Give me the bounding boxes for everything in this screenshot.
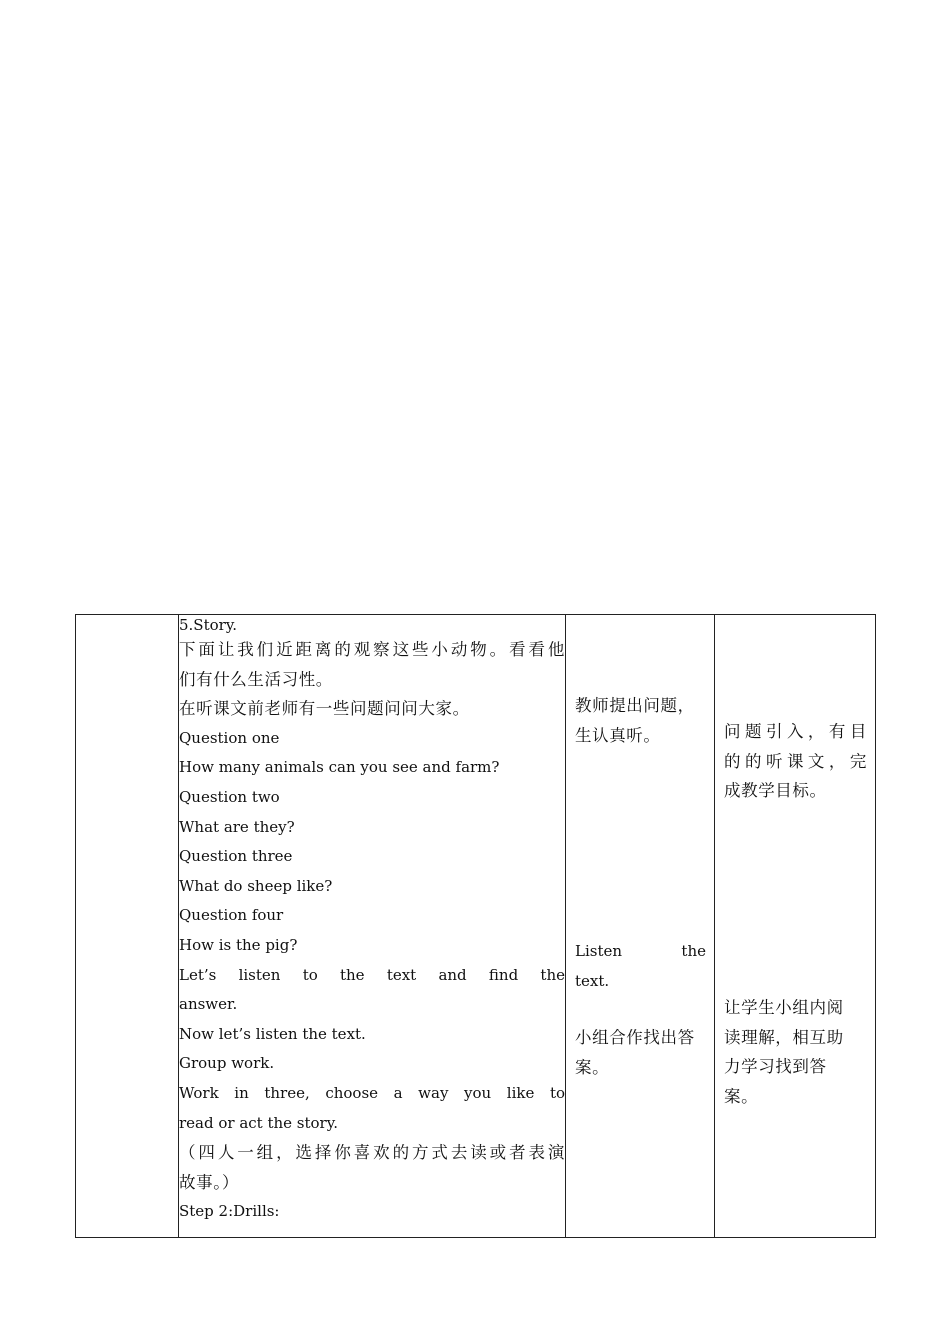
- content-line: Now let’s listen the text.: [179, 1024, 366, 1043]
- activity-note-questions: [575, 691, 706, 750]
- activity-note-listen: [575, 937, 706, 996]
- note-line: 让学生小组内阅: [724, 998, 844, 1017]
- content-line: What are they?: [179, 817, 295, 836]
- note-line: 生认真听。: [575, 725, 661, 745]
- content-line: Work in three, choose a way you like to: [179, 1083, 565, 1102]
- step-cell: [76, 615, 179, 1238]
- lesson-plan-table: [75, 614, 876, 1238]
- note-line: Listen the: [575, 942, 706, 960]
- content-line: What do sheep like?: [179, 876, 333, 895]
- note-line: 的的听课文，完: [724, 751, 867, 771]
- table-row: [76, 615, 876, 1238]
- purpose-note-group: [724, 993, 867, 1111]
- activity-note-group: [575, 1023, 706, 1082]
- content-line: Question two: [179, 787, 280, 806]
- content-line: （四人一组，选择你喜欢的方式去读或者表演: [179, 1143, 565, 1163]
- content-line: How many animals can you see and farm?: [179, 758, 500, 777]
- note-line: 力学习找到答: [724, 1057, 827, 1077]
- note-line: 小组合作找出答: [575, 1028, 695, 1047]
- content-line: Let’s listen to the text and find the: [179, 965, 565, 984]
- teaching-content-cell: [179, 615, 566, 1238]
- content-line: 故事。）: [179, 1172, 240, 1192]
- purpose-note-questions: [724, 717, 867, 806]
- content-line: 在听课文前老师有一些问题问问大家。: [179, 699, 470, 719]
- note-line: 案。: [724, 1086, 759, 1106]
- student-activity-cell: [566, 615, 715, 1238]
- content-line: Step 2:Drills:: [179, 1202, 280, 1221]
- note-line: 教师提出问题，: [575, 696, 695, 715]
- content-line: 们有什么生活习性。: [179, 669, 333, 689]
- content-line: How is the pig?: [179, 935, 298, 954]
- content-line: answer.: [179, 995, 238, 1014]
- content-line: Group work.: [179, 1054, 275, 1073]
- note-line: 案。: [575, 1057, 610, 1077]
- content-line: read or act the story.: [179, 1113, 338, 1132]
- design-purpose-cell: [715, 615, 876, 1238]
- content-line: Question three: [179, 847, 293, 866]
- content-line: 5.Story.: [179, 616, 238, 634]
- content-line: Question one: [179, 728, 280, 747]
- note-line: 问题引入，有目: [724, 722, 867, 741]
- content-line: 下面让我们近距离的观察这些小动物。看看他: [179, 640, 565, 659]
- content-line: Question four: [179, 906, 284, 925]
- note-line: 读理解，相互助: [724, 1027, 844, 1047]
- note-line: 成教学目标。: [724, 781, 827, 801]
- note-line: text.: [575, 971, 610, 990]
